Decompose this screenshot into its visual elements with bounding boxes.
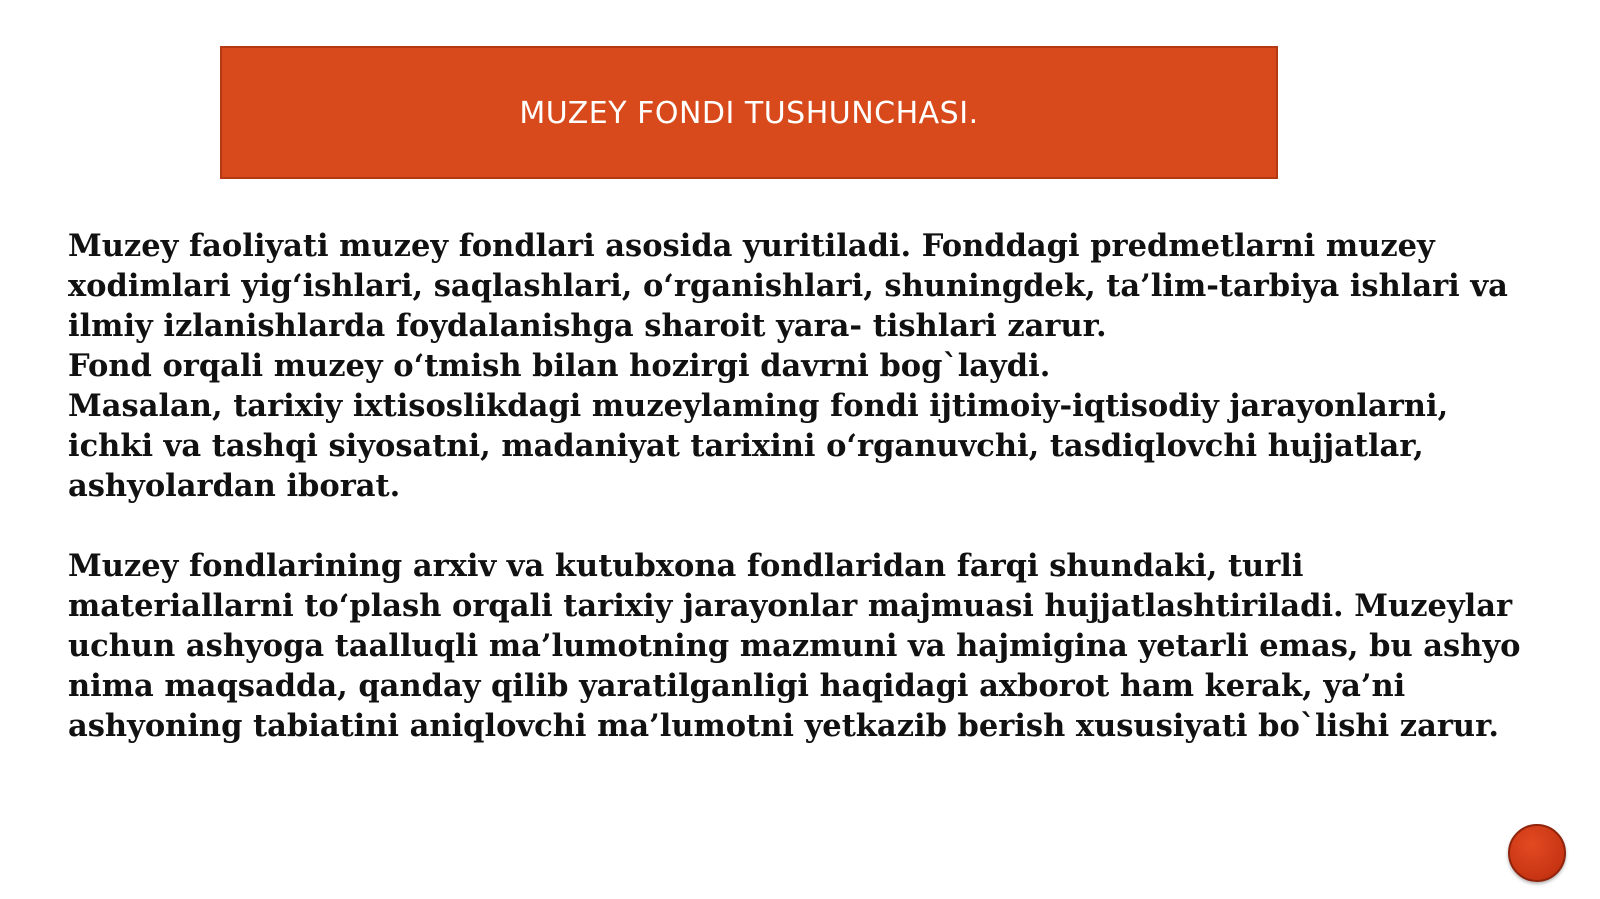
body-paragraph: Masalan, tarixiy ixtisoslikdagi muzeylaming fondi ijtimoiy-iqtisodiy jarayonlarni, ichki va tashqi siyosatni, madaniyat tarixini o‘rganuvchi, tasdiqlovchi hujjatlar, ashyolardan iborat. xyxy=(68,388,1449,504)
slide-title: MUZEY FONDI TUSHUNCHASI. xyxy=(519,96,979,131)
body-paragraph: Fond orqali muzey o‘tmish bilan hozirgi davrni bog`laydi. xyxy=(68,348,1051,384)
slide-body xyxy=(68,226,1528,746)
paragraph-spacer xyxy=(68,506,1528,546)
slide-nav-button[interactable] xyxy=(1508,824,1566,882)
body-paragraph: Muzey fondlarining arxiv va kutubxona fondlaridan farqi shundaki, turli materiallarni to‘plash orqali tarixiy jarayonlar majmuasi hujjatlashtiriladi. Muzeylar uchun ashyoga taalluqli ma’lumotning mazmuni va hajmigina yetarli emas, bu ashyo nima maqsadda, qanday qilib yaratilganligi haqidagi axborot ham kerak, ya’ni ashyoning tabiatini aniqlovchi ma’lumotni yetkazib berish xususiyati bo`lishi zarur. xyxy=(68,548,1521,744)
body-paragraph: Muzey faoliyati muzey fondlari asosida yuritiladi. Fonddagi predmetlarni muzey xodimlari yig‘ishlari, saqlashlari, o‘rganishlari, shuningdek, ta’lim-tarbiya ishlari va ilmiy izlanishlarda foydalanishga sharoit yara- tishlari zarur. xyxy=(68,228,1508,344)
title-banner xyxy=(220,46,1278,179)
